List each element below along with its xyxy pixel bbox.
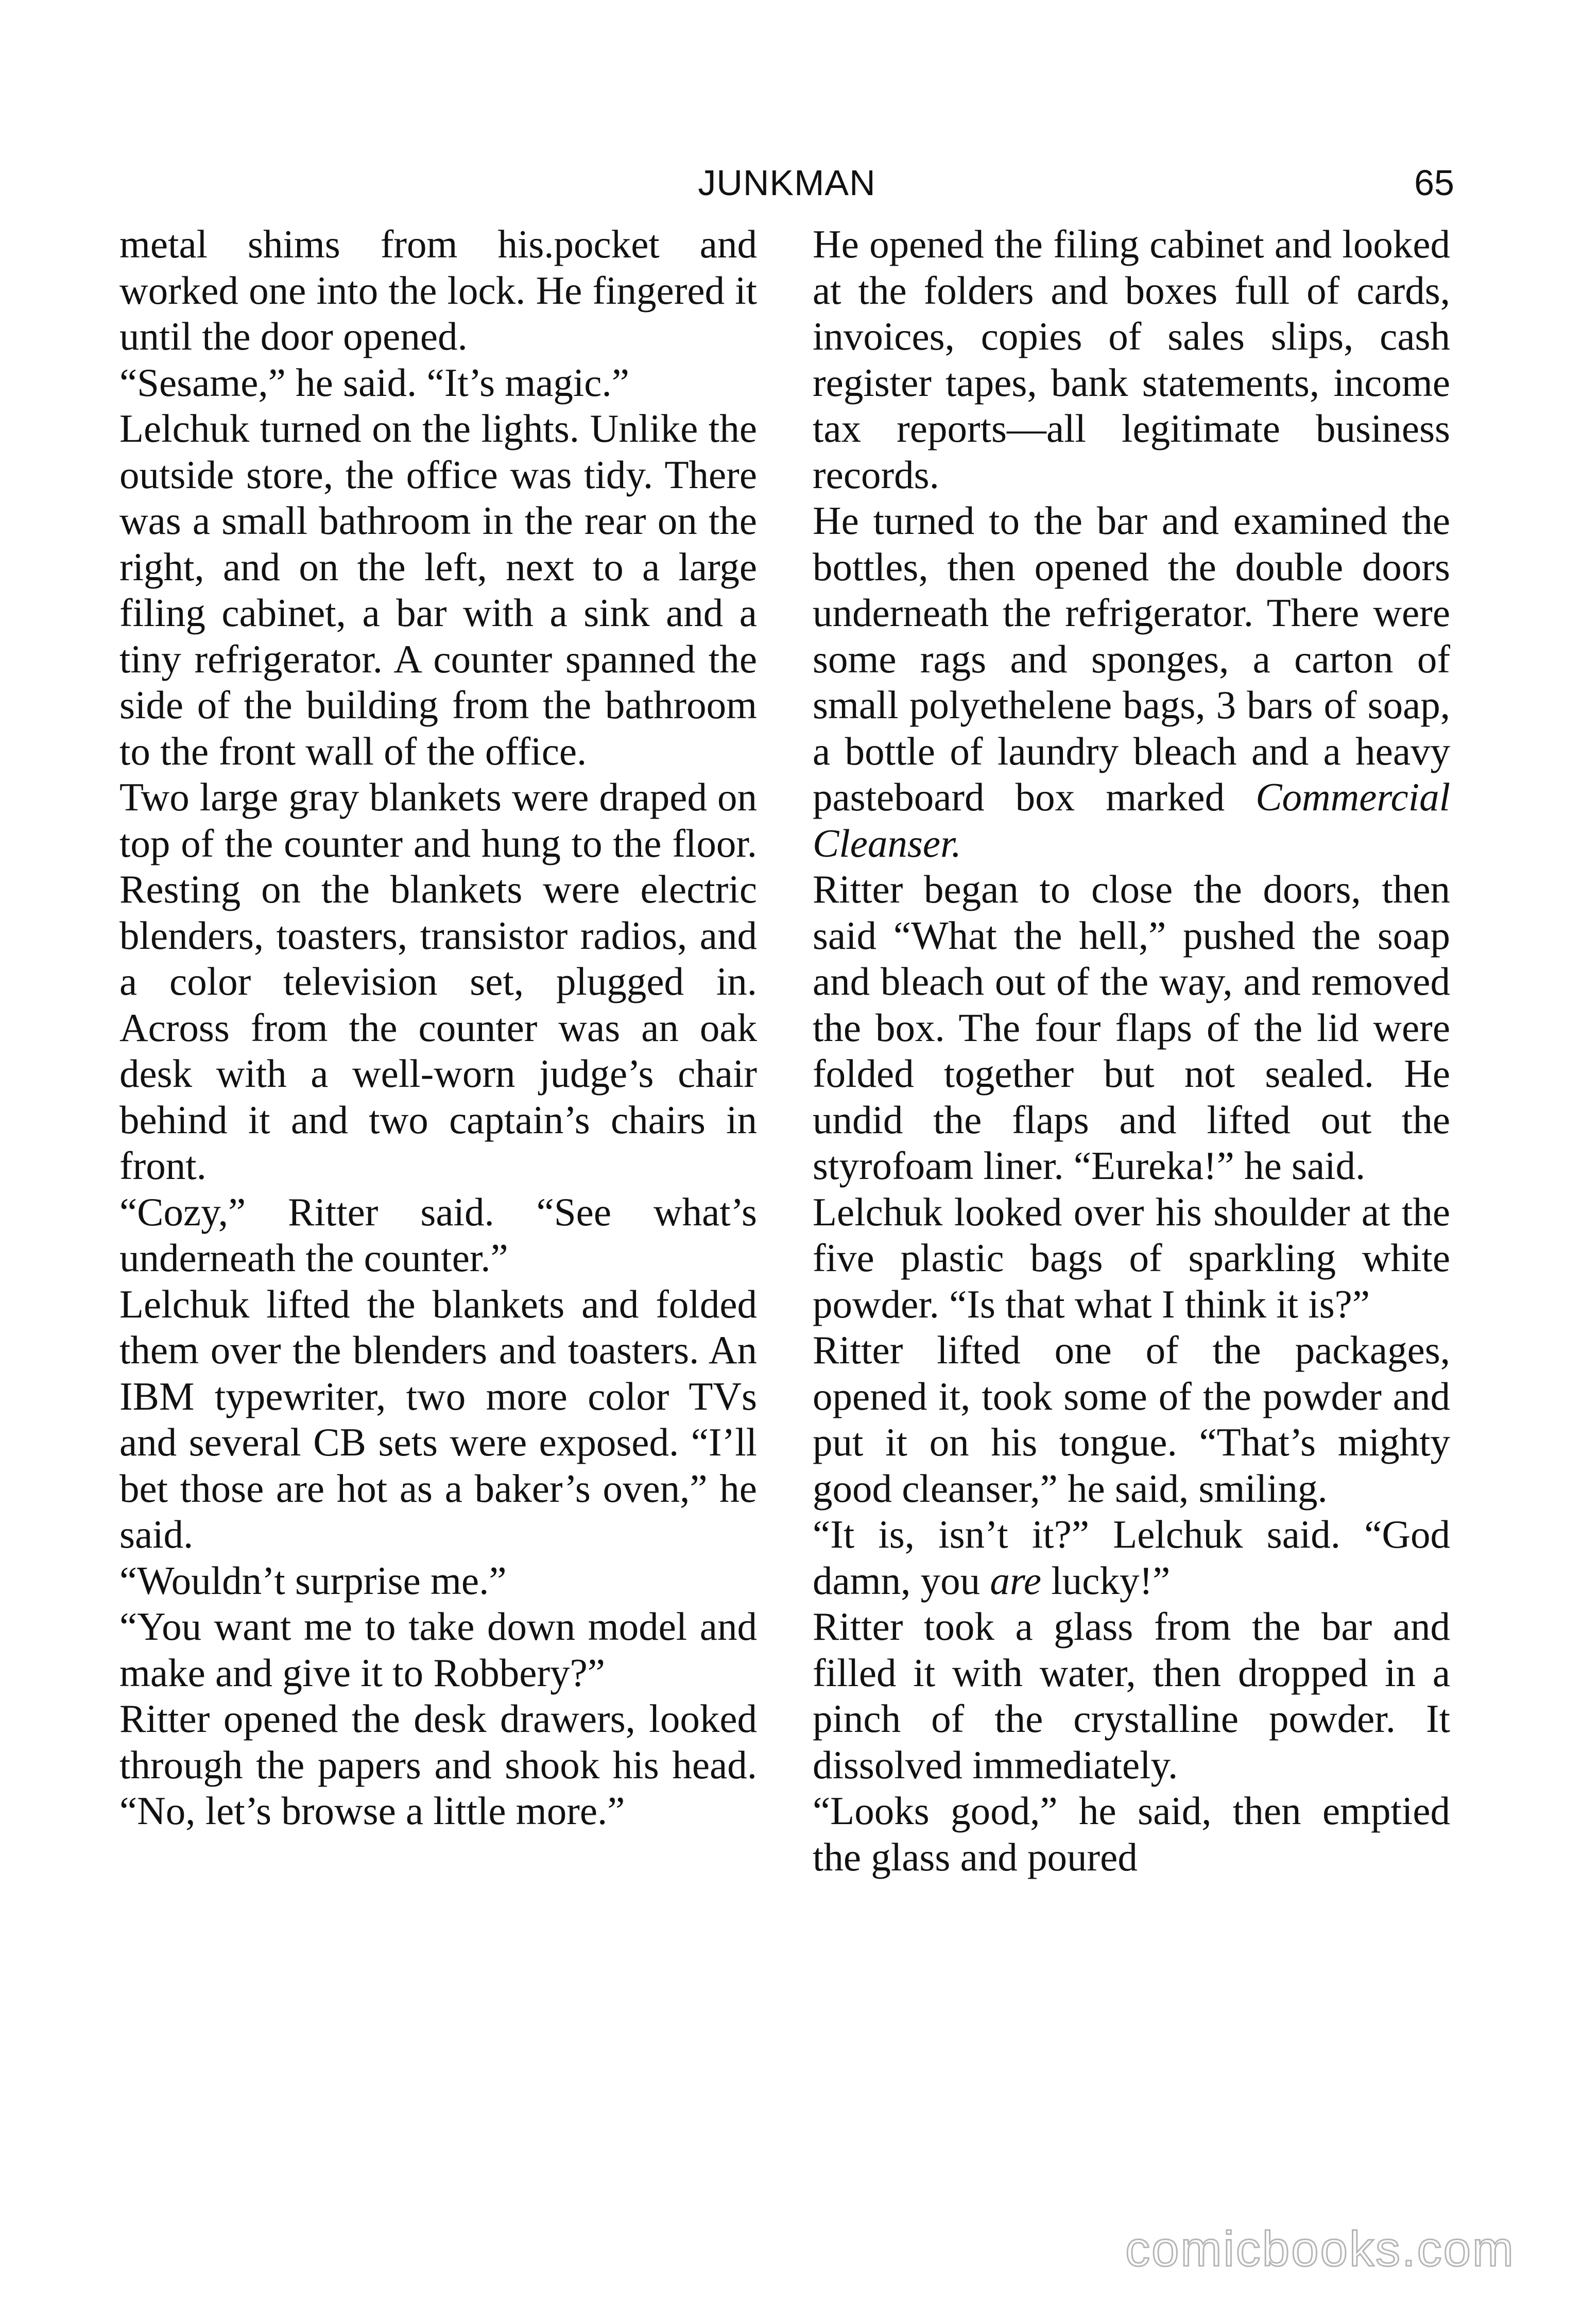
right-column bbox=[813, 221, 1450, 1880]
paragraph: Lelchuk looked over his shoulder at the five plastic bags of sparkling white powder. “Is that what I think it is?” bbox=[813, 1189, 1450, 1326]
left-column bbox=[119, 221, 757, 1834]
paragraph-text: lucky!” bbox=[1051, 1558, 1171, 1603]
paragraph bbox=[813, 498, 1450, 866]
page-number: 65 bbox=[1414, 163, 1454, 203]
paragraph: Ritter began to close the doors, then said “What the hell,” pushed the soap and bleach out of the way, and removed the box. The four flaps of the lid were folded together but not sealed. He undid the flaps and lifted out the styrofoam liner. “Eureka!” he said. bbox=[813, 867, 1450, 1188]
paragraph: “Wouldn’t surprise me.” bbox=[119, 1558, 507, 1603]
paragraph: metal shims from his.pocket and worked one into the lock. He fingered it until the door opened. bbox=[119, 222, 757, 358]
paragraph: “You want me to take down model and make and give it to Robbery?” bbox=[119, 1604, 757, 1695]
paragraph: “Looks good,” he said, then emptied the glass and poured bbox=[813, 1789, 1450, 1879]
paragraph: “Sesame,” he said. “It’s magic.” bbox=[119, 360, 629, 405]
paragraph: He opened the filing cabinet and looked at the folders and boxes full of cards, invoices, copies of sales slips, cash register tapes, bank statements, income tax reports—all legitimate business records. bbox=[813, 222, 1450, 497]
paragraph: “Cozy,” Ritter said. “See what’s underneath the counter.” bbox=[119, 1189, 757, 1280]
paragraph: Two large gray blankets were draped on top of the counter and hung to the floor. Resting on the blankets were electric blenders, toasters, transistor radios, and a color television set, plugged in. Across from the counter was an oak desk with a well-worn judge’s chair behind it and two captain’s chairs in front. bbox=[119, 775, 757, 1188]
emphasized-text: are bbox=[990, 1558, 1042, 1603]
watermark: comicbooks.com bbox=[1125, 2222, 1515, 2277]
paragraph-text: “It is, isn’t it?” Lelchuk said. “God damn, you bbox=[813, 1512, 1450, 1603]
emphasized-text: Commercial Cleanser. bbox=[813, 775, 1451, 865]
paragraph: Ritter lifted one of the packages, opened it, took some of the powder and put it on his tongue. “That’s mighty good cleanser,” he said, smiling. bbox=[813, 1328, 1450, 1511]
paragraph bbox=[813, 1512, 1450, 1604]
paragraph: Lelchuk lifted the blankets and folded them over the blenders and toasters. An IBM typewriter, two more color TVs and several CB sets were exposed. “I’ll bet those are hot as a baker’s oven,” he said. bbox=[119, 1281, 757, 1556]
paragraph: Lelchuk turned on the lights. Unlike the outside store, the office was tidy. There was a small bathroom in the rear on the right, and on the left, next to a large filing cabinet, a bar with a sink and a tiny refrigerator. A counter spanned the side of the building from the bathroom to the front wall of the office. bbox=[119, 406, 757, 773]
paragraph: Ritter took a glass from the bar and filled it with water, then dropped in a pinch of the crystalline powder. It dissolved immediately. bbox=[813, 1604, 1450, 1787]
page-header bbox=[119, 154, 1454, 211]
running-title: JUNKMAN bbox=[698, 163, 876, 203]
paragraph: Ritter opened the desk drawers, looked through the papers and shook his head. “No, let’s browse a little more.” bbox=[119, 1696, 757, 1833]
paragraph-text: He turned to the bar and examined the bottles, then opened the double doors underneath the refrigerator. There were some rags and sponges, a carton of small polyethelene bags, 3 bars of soap, a bottle of laundry bleach and a heavy pasteboard box marked bbox=[813, 498, 1450, 819]
